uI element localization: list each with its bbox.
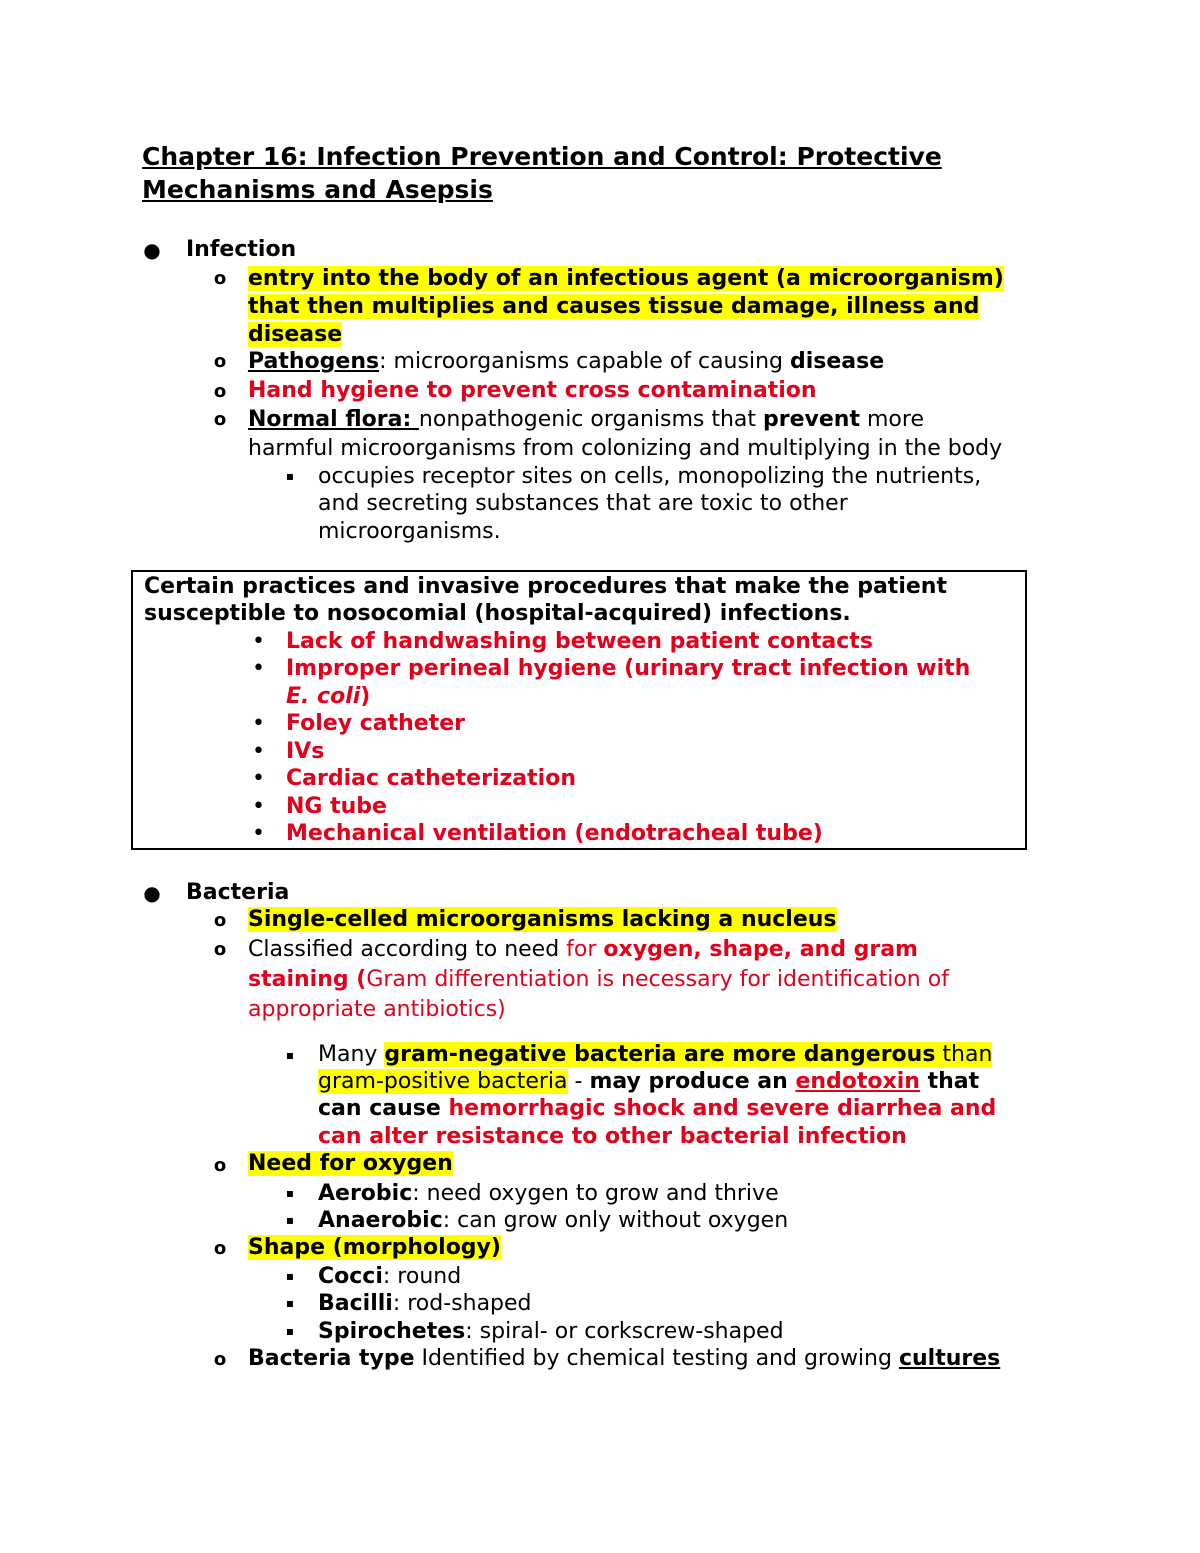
box-bullet-icon: • xyxy=(252,821,265,846)
circle-bullet-icon: o xyxy=(213,1238,227,1259)
normal-flora-sub-line-3: microorganisms. xyxy=(318,519,501,544)
many-line-2 xyxy=(318,1069,979,1094)
normal-flora-text: nonpathogenic organisms that xyxy=(418,407,764,432)
square-bullet-icon: ▪ xyxy=(285,469,295,483)
title-line-1: Chapter 16: Infection Prevention and Control: Protective xyxy=(142,142,942,171)
square-bullet-icon: ▪ xyxy=(285,1324,295,1338)
bacilli-text: : rod-shaped xyxy=(392,1291,532,1316)
square-bullet-icon: ▪ xyxy=(285,1048,295,1062)
classified-part: staining ( xyxy=(248,967,367,992)
many-part: hemorrhagic shock and severe diarrhea and xyxy=(448,1096,997,1121)
page-title xyxy=(142,140,1102,206)
cocci-item xyxy=(318,1264,461,1289)
many-part: Many xyxy=(318,1042,385,1067)
many-part: that xyxy=(919,1069,980,1094)
spirochetes-text: : spiral- or corkscrew-shaped xyxy=(465,1319,784,1344)
infection-definition-line-2: that then multiplies and causes tissue damage, illness and xyxy=(248,294,980,319)
classified-part: Classified according to need xyxy=(248,937,567,962)
aerobic-term: Aerobic xyxy=(318,1181,413,1206)
e-coli-paren: ) xyxy=(360,684,371,709)
spirochetes-item xyxy=(318,1319,784,1344)
shape-item: Shape (morphology) xyxy=(248,1235,501,1260)
e-coli-text: E. coli xyxy=(286,684,361,709)
pathogens-tail: disease xyxy=(789,349,885,374)
square-bullet-icon: ▪ xyxy=(285,1296,295,1310)
box-item: Mechanical ventilation (endotracheal tube) xyxy=(286,821,823,846)
anaerobic-term: Anaerobic xyxy=(318,1208,443,1233)
infection-definition-line-1: entry into the body of an infectious agent (a microorganism) xyxy=(248,266,1004,291)
many-line-3 xyxy=(318,1096,996,1121)
many-part: gram-negative bacteria are more dangerous xyxy=(384,1042,936,1067)
infection-heading: Infection xyxy=(186,237,297,262)
aerobic-item xyxy=(318,1181,779,1206)
many-part: - xyxy=(567,1069,590,1094)
normal-flora-sub-line-1: occupies receptor sites on cells, monopolizing the nutrients, xyxy=(318,464,982,489)
many-line-4: can alter resistance to other bacterial infection xyxy=(318,1124,907,1149)
box-bullet-icon: • xyxy=(252,629,265,654)
normal-flora-bold: prevent xyxy=(763,407,860,432)
square-bullet-icon: ▪ xyxy=(285,1186,295,1200)
box-bullet-icon: • xyxy=(252,766,265,791)
bullet-icon: ● xyxy=(143,881,161,905)
infection-definition-line-3: disease xyxy=(248,322,343,347)
circle-bullet-icon: o xyxy=(213,910,227,931)
square-bullet-icon: ▪ xyxy=(285,1269,295,1283)
bacteria-heading: Bacteria xyxy=(186,880,290,905)
box-item: Improper perineal hygiene (urinary tract infection with xyxy=(286,656,971,681)
many-part: can cause xyxy=(318,1096,449,1121)
bacilli-item xyxy=(318,1291,532,1316)
box-bullet-icon: • xyxy=(252,711,265,736)
box-bullet-icon: • xyxy=(252,794,265,819)
bacteria-type-item xyxy=(248,1346,1000,1371)
normal-flora-sub-line-2: and secreting substances that are toxic to other xyxy=(318,491,848,516)
anaerobic-item xyxy=(318,1208,788,1233)
circle-bullet-icon: o xyxy=(213,1349,227,1370)
bacteria-type-term: Bacteria type xyxy=(248,1346,415,1371)
box-bullet-icon: • xyxy=(252,739,265,764)
normal-flora-line-2: harmful microorganisms from colonizing and multiplying in the body xyxy=(248,436,1003,461)
square-bullet-icon: ▪ xyxy=(285,1213,295,1227)
circle-bullet-icon: o xyxy=(213,1155,227,1176)
box-item-continued xyxy=(286,684,370,709)
classified-part: Gram differentiation is necessary for identification of xyxy=(366,967,949,992)
box-heading-line-2: susceptible to nosocomial (hospital-acquired) infections. xyxy=(144,601,851,626)
box-item: Cardiac catheterization xyxy=(286,766,576,791)
bacteria-type-text: Identified by chemical testing and growing xyxy=(414,1346,899,1371)
single-celled-item: Single-celled microorganisms lacking a nucleus xyxy=(248,907,837,932)
box-bullet-icon: • xyxy=(252,656,265,681)
bacilli-term: Bacilli xyxy=(318,1291,393,1316)
circle-bullet-icon: o xyxy=(213,939,227,960)
classified-part: for xyxy=(566,937,604,962)
endotoxin-term: endotoxin xyxy=(795,1069,920,1094)
anaerobic-text: : can grow only without oxygen xyxy=(442,1208,789,1233)
pathogens-term: Pathogens xyxy=(248,349,380,374)
normal-flora-tail: more xyxy=(860,407,924,432)
circle-bullet-icon: o xyxy=(213,409,227,430)
many-part: gram-positive bacteria xyxy=(318,1069,568,1094)
bullet-icon: ● xyxy=(143,238,161,262)
box-item: Lack of handwashing between patient contacts xyxy=(286,629,873,654)
classified-part: oxygen, shape, and gram xyxy=(603,937,918,962)
normal-flora-item xyxy=(248,407,924,432)
box-item: IVs xyxy=(286,739,325,764)
need-oxygen-item: Need for oxygen xyxy=(248,1151,453,1176)
circle-bullet-icon: o xyxy=(213,268,227,289)
classified-line-3: appropriate antibiotics) xyxy=(248,997,506,1022)
many-line-1 xyxy=(318,1042,992,1067)
pathogens-text: : microorganisms capable of causing xyxy=(379,349,790,374)
pathogens-item xyxy=(248,349,884,374)
cocci-term: Cocci xyxy=(318,1264,383,1289)
box-item: Foley catheter xyxy=(286,711,465,736)
classified-line-2 xyxy=(248,967,949,992)
many-part: than xyxy=(935,1042,993,1067)
many-part: may produce an xyxy=(589,1069,796,1094)
normal-flora-term: Normal flora: xyxy=(248,407,419,432)
hand-hygiene-item: Hand hygiene to prevent cross contamination xyxy=(248,378,817,403)
cocci-text: : round xyxy=(382,1264,462,1289)
title-line-2: Mechanisms and Asepsis xyxy=(142,175,493,204)
aerobic-text: : need oxygen to grow and thrive xyxy=(412,1181,779,1206)
box-item: NG tube xyxy=(286,794,387,819)
cultures-term: cultures xyxy=(898,1346,1001,1371)
circle-bullet-icon: o xyxy=(213,381,227,402)
classified-line-1 xyxy=(248,937,918,962)
spirochetes-term: Spirochetes xyxy=(318,1319,466,1344)
circle-bullet-icon: o xyxy=(213,351,227,372)
box-heading-line-1: Certain practices and invasive procedures that make the patient xyxy=(144,574,947,599)
